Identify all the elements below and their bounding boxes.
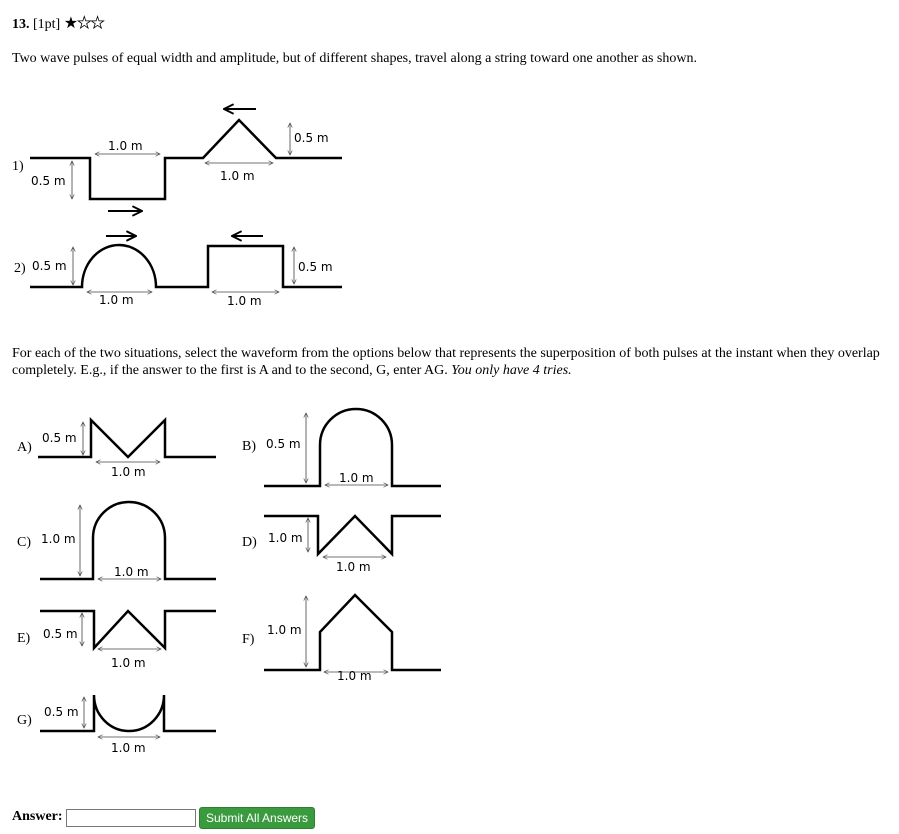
answer-options: [0, 395, 460, 765]
answer-label: Answer:: [12, 809, 63, 824]
option-f-width: 1.0 m: [337, 669, 372, 683]
situation-1-right-height: 0.5 m: [294, 131, 329, 145]
option-d-label: D): [242, 535, 257, 550]
option-f-height: 1.0 m: [267, 623, 302, 637]
situation-1-diagram: [12, 109, 342, 211]
option-a-waveform: [17, 420, 216, 479]
question-header: [12, 13, 104, 33]
option-e-height: 0.5 m: [43, 627, 78, 641]
tries-note: You only have 4 tries.: [451, 363, 572, 378]
answer-input[interactable]: [66, 809, 196, 827]
question-intro: Two wave pulses of equal width and amplitude, but of different shapes, travel along a string toward one another as shown.: [12, 51, 697, 66]
option-g-label: G): [17, 713, 32, 728]
situation-2-label: 2): [14, 261, 26, 276]
option-g-waveform: [17, 695, 216, 755]
option-a-width: 1.0 m: [111, 465, 146, 479]
option-c-width: 1.0 m: [114, 565, 149, 579]
option-c-height: 1.0 m: [41, 532, 76, 546]
option-b-waveform: [242, 409, 441, 486]
option-f-label: F): [242, 632, 255, 647]
situation-1-left-width: 1.0 m: [108, 139, 143, 153]
option-c-waveform: [17, 502, 216, 579]
option-e-label: E): [17, 631, 31, 646]
instructions-text: For each of the two situations, select the waveform from the options below that represents the superposition of both pulses at the instant when they overlap completely. E.g., if the answer to the first is A and to the second, G, enter AG.: [12, 346, 880, 378]
situation-1-label: 1): [12, 159, 24, 174]
situation-1-right-width: 1.0 m: [220, 169, 255, 183]
situation-2-right-height: 0.5 m: [298, 260, 333, 274]
submit-all-answers-button[interactable]: Submit All Answers: [199, 807, 315, 829]
question-number: 13.: [12, 17, 30, 32]
option-d-height: 1.0 m: [268, 531, 303, 545]
option-e-width: 1.0 m: [111, 656, 146, 670]
option-a-label: A): [17, 440, 32, 455]
situation-1-left-height: 0.5 m: [31, 174, 66, 188]
option-d-width: 1.0 m: [336, 560, 371, 574]
option-d-waveform: [242, 516, 441, 574]
situation-2-left-width: 1.0 m: [99, 293, 134, 307]
situation-2-left-height: 0.5 m: [32, 259, 67, 273]
situation-2-diagram: [14, 236, 342, 308]
option-b-height: 0.5 m: [266, 437, 301, 451]
difficulty-stars: ★★★: [63, 15, 104, 32]
situation-diagrams: [0, 95, 360, 310]
option-g-width: 1.0 m: [111, 741, 146, 755]
option-b-label: B): [242, 439, 256, 454]
situation-2-right-width: 1.0 m: [227, 294, 262, 308]
option-g-height: 0.5 m: [44, 705, 79, 719]
option-a-height: 0.5 m: [42, 431, 77, 445]
option-f-waveform: [242, 595, 441, 683]
question-points: [1pt]: [33, 17, 61, 32]
question-instructions: [12, 345, 882, 379]
option-c-label: C): [17, 535, 31, 550]
option-e-waveform: [17, 611, 216, 670]
option-b-width: 1.0 m: [339, 471, 374, 485]
